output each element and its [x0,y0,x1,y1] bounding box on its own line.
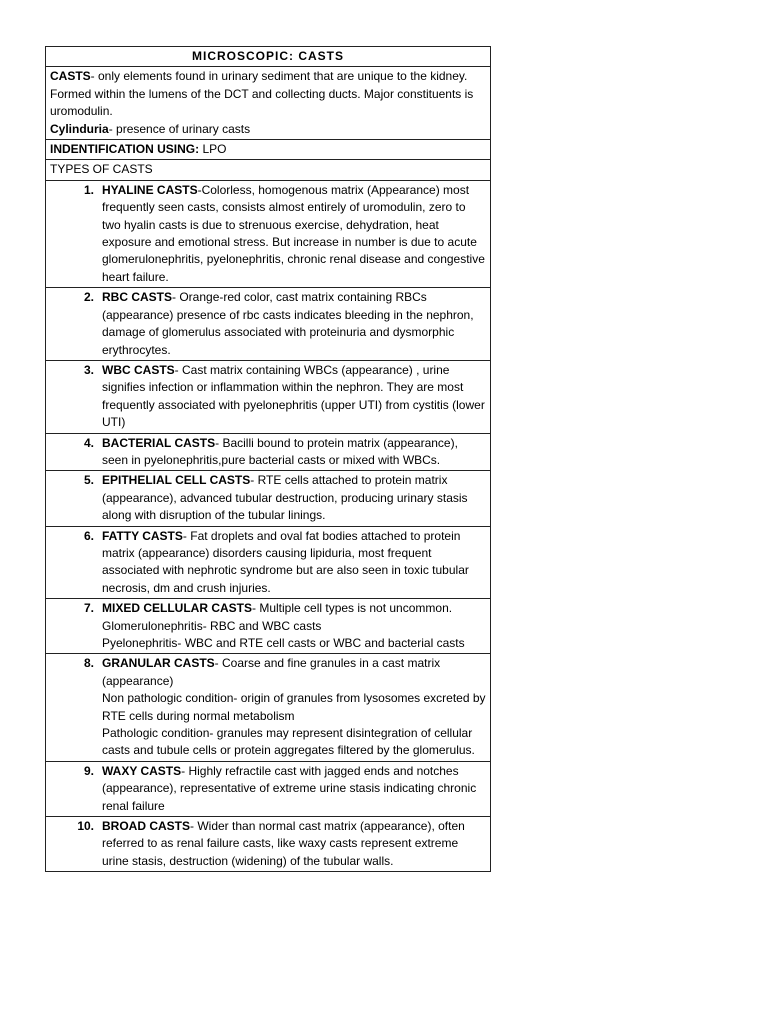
item-text [98,600,486,652]
identification-cell [46,140,491,160]
cast-description: - Multiple cell types is not uncommon. [252,601,453,616]
cast-description: Glomerulonephritis- RBC and WBC casts [102,618,322,633]
item-text [98,655,486,759]
casts-definition: - only elements found in urinary sediment that are unique to the kidney. Formed within the lumens of the DCT and collecting ducts. Major constituents is uromodulin. [50,69,474,119]
cast-name: EPITHELIAL CELL CASTS [102,473,251,488]
cast-description: - Orange-red color, cast matrix containing RBCs (appearance) presence of rbc casts indicates bleeding in the nephron, damage of glomerulus associated with proteinuria and dysmorphic erythrocytes. [102,290,474,357]
item-line [102,763,486,815]
item-line [102,472,486,524]
cast-type-cell [46,654,491,761]
item-line [102,725,486,760]
cast-type-cell [46,761,491,816]
item-text [98,435,486,470]
cast-name: BROAD CASTS [102,819,191,834]
cast-type-row [46,471,491,526]
types-header: TYPES OF CASTS [46,160,491,180]
casts-term: CASTS [50,69,91,84]
item-number: 1. [83,182,94,197]
cast-description: -Colorless, homogenous matrix (Appearance) most frequently seen casts, consists almost entirely of uromodulin, zero to two hyalin casts is due to strenuous exercise, dehydration, heat exposure and emotional stress. But increase in number is due to acute glomerulonephritis, pyelonephritis, chronic renal disease and congestive heart failure. [102,182,485,284]
cast-type-cell [46,526,491,599]
cast-description: - Highly refractile cast with jagged ends and notches (appearance), representative of extreme urine stasis indicating chronic renal failure [102,763,477,813]
intro-cell [46,67,491,140]
item-number: 3. [83,362,94,377]
item-number: 2. [83,290,94,305]
identification-value: LPO [199,142,227,157]
cast-name: WAXY CASTS [102,763,182,778]
cast-type-cell [46,599,491,654]
item-line [102,818,486,870]
item-line [102,289,486,359]
item-line [102,690,486,725]
cast-type-cell [46,180,491,287]
item-text [98,763,486,815]
identification-row [46,140,491,160]
item-text [98,289,486,359]
item-line [102,655,486,690]
cast-type-cell [46,817,491,872]
cast-description: - Coarse and fine granules in a cast matrix (appearance) [102,656,441,688]
item-line [102,435,486,470]
item-text [98,528,486,598]
cast-type-cell [46,433,491,471]
item-number: 5. [83,473,94,488]
cast-name: HYALINE CASTS [102,182,198,197]
document-title: MICROSCOPIC: CASTS [46,47,491,67]
identification-label: INDENTIFICATION USING: [50,142,200,157]
item-line [102,182,486,286]
cast-description: Pathologic condition- granules may represent disintegration of cellular casts and tubule cells or protein aggregates filtered by the glomerulus. [102,726,475,758]
cast-type-row [46,599,491,654]
item-number: 4. [83,435,94,450]
item-line [102,362,486,432]
cast-type-row [46,433,491,471]
cast-name: MIXED CELLULAR CASTS [102,601,252,616]
intro-row [46,67,491,140]
item-number: 8. [83,656,94,671]
cast-name: FATTY CASTS [102,528,183,543]
cast-description: - Bacilli bound to protein matrix (appearance), seen in pyelonephritis,pure bacterial casts or mixed with WBCs. [102,435,458,467]
cast-type-row [46,817,491,872]
cast-name: GRANULAR CASTS [102,656,215,671]
cast-type-cell [46,360,491,433]
item-text [98,472,486,524]
title-row [46,47,491,67]
item-line [102,528,486,598]
item-text [98,182,486,286]
cast-type-cell [46,288,491,361]
cast-name: BACTERIAL CASTS [102,435,216,450]
casts-table [45,46,491,872]
item-number: 9. [83,763,94,778]
item-number: 10. [77,819,94,834]
cylinduria-definition: - presence of urinary casts [108,121,251,136]
item-number: 6. [83,528,94,543]
cast-name: RBC CASTS [102,290,173,305]
cast-description: - Cast matrix containing WBCs (appearance) , urine signifies infection or inflammation within the nephron. They are most frequently associated with pyelonephritis (upper UTI) from cystitis (lower UTI) [102,362,485,430]
item-line [102,635,486,652]
types-header-row [46,160,491,180]
cast-type-row [46,654,491,761]
cast-type-row [46,288,491,361]
item-text [98,818,486,870]
cylinduria-term: Cylinduria [50,121,109,136]
cast-name: WBC CASTS [102,362,175,377]
item-line [102,618,486,635]
cast-description: Non pathologic condition- origin of granules from lysosomes excreted by RTE cells during normal metabolism [102,691,486,723]
item-number: 7. [83,601,94,616]
cast-type-row [46,526,491,599]
cast-type-row [46,761,491,816]
cast-type-row [46,180,491,287]
item-line [102,600,486,617]
cast-type-row [46,360,491,433]
cast-description: - Wider than normal cast matrix (appearance), often referred to as renal failure casts, like waxy casts represent extreme urine stasis, destruction (widening) of the tubular walls. [102,819,465,868]
cast-description: - Fat droplets and oval fat bodies attached to protein matrix (appearance) disorders causing lipiduria, most frequent associated with nephrotic syndrome but are also seen in toxic tubular necrosis, dm and crush injuries. [102,528,469,595]
cast-type-cell [46,471,491,526]
cast-description: - RTE cells attached to protein matrix (appearance), advanced tubular destruction, producing urinary stasis along with disruption of the tubular linings. [102,473,468,523]
item-text [98,362,486,432]
cast-description: Pyelonephritis- WBC and RTE cell casts or WBC and bacterial casts [102,636,465,650]
